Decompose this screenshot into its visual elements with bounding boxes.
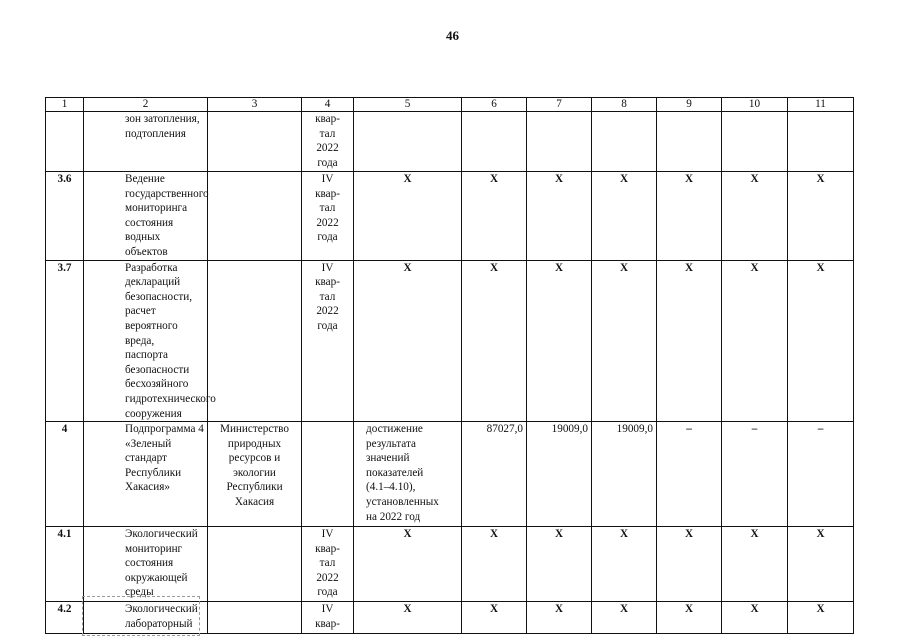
row-number-cell: 4.1 bbox=[46, 527, 84, 602]
indicator-cell bbox=[354, 260, 462, 422]
value-cell: X bbox=[788, 527, 854, 602]
value-cell: X bbox=[592, 602, 657, 634]
value-cell: 19009,0 bbox=[592, 422, 657, 527]
value-cell: X bbox=[788, 602, 854, 634]
executor-cell bbox=[208, 172, 302, 261]
cell-line: Министерство bbox=[220, 423, 289, 436]
cell-line: ресурсов и bbox=[228, 452, 281, 465]
cell-line: окружающей среды bbox=[125, 571, 188, 599]
value-cell: X bbox=[722, 172, 788, 261]
cell-line: X bbox=[403, 603, 412, 616]
cell-line: значений bbox=[366, 452, 410, 465]
cell-line: Экологический bbox=[125, 528, 198, 541]
table-body bbox=[46, 98, 854, 634]
table-row bbox=[46, 422, 854, 527]
cell-line: Хакасия» bbox=[125, 481, 170, 494]
header-cell: 5 bbox=[354, 98, 462, 112]
header-cell: 4 bbox=[302, 98, 354, 112]
indicator-cell bbox=[354, 602, 462, 634]
row-number-cell: 3.6 bbox=[46, 172, 84, 261]
table-row bbox=[46, 172, 854, 261]
program-table bbox=[45, 97, 854, 634]
value-cell: 87027,0 bbox=[462, 422, 527, 527]
value-cell: X bbox=[527, 602, 592, 634]
cell-line: IV bbox=[321, 603, 334, 616]
activity-name-cell bbox=[84, 172, 208, 261]
cell-line: деклараций bbox=[125, 276, 181, 289]
value-cell: X bbox=[657, 260, 722, 422]
executor-cell bbox=[208, 527, 302, 602]
term-cell bbox=[302, 422, 354, 527]
cell-line: года bbox=[317, 231, 338, 244]
term-cell bbox=[302, 527, 354, 602]
value-cell: X bbox=[592, 260, 657, 422]
value-cell: X bbox=[462, 527, 527, 602]
cell-line: квар- bbox=[315, 617, 340, 630]
cell-line: мониторинг bbox=[125, 542, 183, 555]
indicator-cell bbox=[354, 422, 462, 527]
cell-line: безопасности, расчет bbox=[125, 290, 193, 318]
header-row bbox=[46, 98, 854, 112]
cell-line: показателей bbox=[366, 466, 424, 479]
row-number-cell bbox=[46, 112, 84, 172]
value-cell: X bbox=[462, 602, 527, 634]
term-cell bbox=[302, 260, 354, 422]
value-cell: X bbox=[788, 172, 854, 261]
row-number-cell: 3.7 bbox=[46, 260, 84, 422]
table-row bbox=[46, 112, 854, 172]
cell-line: IV bbox=[321, 173, 334, 185]
value-cell bbox=[657, 112, 722, 172]
value-cell: X bbox=[527, 527, 592, 602]
cell-line: Республики bbox=[226, 481, 283, 494]
cell-line: гидротехнического bbox=[125, 392, 216, 405]
cell-line: установленных bbox=[366, 496, 439, 509]
row-number-cell: 4 bbox=[46, 422, 84, 527]
value-cell: 19009,0 bbox=[527, 422, 592, 527]
term-cell bbox=[302, 112, 354, 172]
value-cell: X bbox=[657, 527, 722, 602]
stamp-mark bbox=[82, 596, 200, 636]
cell-line: состояния водных bbox=[125, 216, 174, 244]
cell-line: IV bbox=[321, 528, 334, 541]
cell-line: состояния bbox=[125, 557, 174, 570]
value-cell: X bbox=[592, 172, 657, 261]
cell-line: 2022 bbox=[316, 305, 339, 318]
cell-line: результата bbox=[366, 437, 416, 450]
header-cell: 8 bbox=[592, 98, 657, 112]
header-cell: 10 bbox=[722, 98, 788, 112]
table-row bbox=[46, 527, 854, 602]
activity-name-cell bbox=[84, 260, 216, 422]
value-cell: – bbox=[657, 422, 722, 527]
value-cell bbox=[527, 112, 592, 172]
cell-line: тал bbox=[319, 127, 336, 140]
activity-name-cell bbox=[84, 112, 208, 172]
value-cell: X bbox=[462, 172, 527, 261]
cell-line: года bbox=[317, 586, 338, 599]
cell-line: 2022 bbox=[316, 571, 339, 584]
cell-line: квар- bbox=[315, 113, 340, 125]
value-cell bbox=[788, 112, 854, 172]
value-cell bbox=[722, 112, 788, 172]
header-cell: 7 bbox=[527, 98, 592, 112]
cell-line: Подпрограмма 4 bbox=[125, 423, 204, 436]
value-cell: X bbox=[592, 527, 657, 602]
term-cell bbox=[302, 172, 354, 261]
value-cell: X bbox=[657, 172, 722, 261]
cell-line: Хакасия bbox=[234, 496, 275, 509]
executor-cell bbox=[208, 112, 302, 172]
value-cell: X bbox=[657, 602, 722, 634]
value-cell bbox=[592, 112, 657, 172]
cell-line: X bbox=[403, 173, 412, 185]
cell-line: тал bbox=[319, 557, 336, 570]
executor-cell bbox=[208, 422, 302, 527]
cell-line: года bbox=[317, 319, 338, 332]
header-cell: 3 bbox=[208, 98, 302, 112]
cell-line: X bbox=[403, 261, 412, 274]
cell-line: (4.1–4.10), bbox=[366, 481, 416, 494]
cell-line: государственного bbox=[125, 187, 209, 200]
cell-line: квар- bbox=[315, 187, 340, 200]
executor-cell bbox=[208, 602, 302, 634]
cell-line: X bbox=[403, 528, 412, 541]
executor-cell bbox=[208, 260, 302, 422]
header-cell: 2 bbox=[84, 98, 208, 112]
header-cell: 9 bbox=[657, 98, 722, 112]
cell-line: вероятного вреда, bbox=[125, 319, 178, 347]
cell-line: объектов bbox=[125, 245, 168, 258]
cell-line: Экологический bbox=[125, 603, 198, 616]
cell-line: бесхозяйного bbox=[125, 378, 189, 391]
table-row bbox=[46, 260, 854, 422]
cell-line: IV bbox=[321, 261, 334, 274]
value-cell bbox=[462, 112, 527, 172]
cell-line: зон затопления, bbox=[125, 113, 200, 125]
cell-line: года bbox=[317, 156, 338, 169]
cell-line: квар- bbox=[315, 542, 340, 555]
value-cell: X bbox=[722, 527, 788, 602]
header-cell: 11 bbox=[788, 98, 854, 112]
cell-line: тал bbox=[319, 202, 336, 215]
cell-line: экологии bbox=[233, 466, 276, 479]
value-cell: X bbox=[527, 260, 592, 422]
value-cell: X bbox=[462, 260, 527, 422]
cell-line: Республики bbox=[125, 466, 182, 479]
cell-line: квар- bbox=[315, 276, 340, 289]
row-number-cell: 4.2 bbox=[46, 602, 84, 634]
value-cell: – bbox=[788, 422, 854, 527]
value-cell: X bbox=[788, 260, 854, 422]
cell-line: «Зеленый стандарт bbox=[125, 437, 172, 465]
cell-line: достижение bbox=[366, 423, 423, 436]
cell-line: лабораторный bbox=[125, 617, 193, 630]
cell-line: 2022 bbox=[316, 216, 339, 229]
header-cell: 1 bbox=[46, 98, 84, 112]
indicator-cell bbox=[354, 172, 462, 261]
header-cell: 6 bbox=[462, 98, 527, 112]
cell-line: безопасности bbox=[125, 363, 190, 376]
indicator-cell bbox=[354, 527, 462, 602]
value-cell: X bbox=[722, 260, 788, 422]
cell-line: сооружения bbox=[125, 407, 182, 420]
cell-line: природных bbox=[227, 437, 282, 450]
value-cell: X bbox=[527, 172, 592, 261]
cell-line: 2022 bbox=[316, 142, 339, 155]
cell-line: Ведение bbox=[125, 173, 165, 185]
page-number: 46 bbox=[446, 28, 459, 43]
activity-name-cell bbox=[84, 527, 208, 602]
cell-line: тал bbox=[319, 290, 336, 303]
indicator-cell bbox=[354, 112, 462, 172]
cell-line: паспорта bbox=[125, 349, 168, 362]
term-cell bbox=[302, 602, 354, 634]
value-cell: – bbox=[722, 422, 788, 527]
cell-line: на 2022 год bbox=[366, 510, 421, 523]
cell-line: подтопления bbox=[125, 127, 186, 140]
cell-line: мониторинга bbox=[125, 202, 188, 215]
value-cell: X bbox=[722, 602, 788, 634]
activity-name-cell bbox=[84, 422, 208, 527]
cell-line: Разработка bbox=[125, 261, 178, 274]
